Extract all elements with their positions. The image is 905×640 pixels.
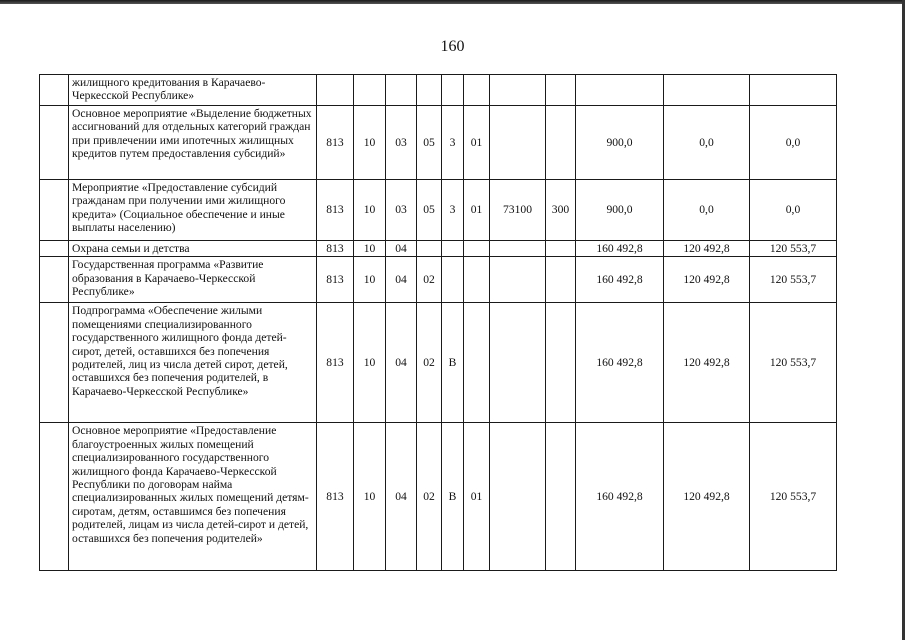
main-activity-code-cell — [464, 257, 490, 303]
item-name-cell: жилищного кредитования в Карачаево-Черкесской Республике» — [69, 75, 317, 106]
department-code-cell: 813 — [317, 180, 354, 241]
department-code-cell: 813 — [317, 241, 354, 257]
department-code-cell — [317, 75, 354, 106]
direction-code-cell — [490, 423, 546, 571]
main-activity-code-cell — [464, 241, 490, 257]
section-code-cell — [354, 75, 386, 106]
amount-year-1-cell: 160 492,8 — [576, 257, 664, 303]
program-code-cell — [417, 75, 442, 106]
item-name-cell: Основное мероприятие «Предоставление благоустроенных жилых помещений специализированного государственного жилищного фонда Карачаево-Черкесской Республики по договорам найма специализированных жилых помещений детям-сиротам, детям, оставшимся без попечения родителей, лицам из числа детей-сирот и детей, оставшихся без попечения родителей» — [69, 423, 317, 571]
subsection-code-cell: 04 — [386, 241, 417, 257]
program-code-cell: 02 — [417, 423, 442, 571]
page-number: 160 — [440, 38, 465, 55]
amount-year-1-cell: 160 492,8 — [576, 241, 664, 257]
direction-code-cell: 73100 — [490, 180, 546, 241]
row-number-cell — [40, 241, 69, 257]
table-row — [40, 106, 837, 180]
section-code-cell: 10 — [354, 257, 386, 303]
table-row — [40, 180, 837, 241]
table-row — [40, 303, 837, 423]
main-activity-code-cell: 01 — [464, 106, 490, 180]
program-code-cell: 05 — [417, 106, 442, 180]
item-name-cell: Охрана семьи и детства — [69, 241, 317, 257]
amount-year-1-cell: 160 492,8 — [576, 423, 664, 571]
amount-year-2-cell: 120 492,8 — [664, 241, 750, 257]
item-name-cell: Государственная программа «Развитие образования в Карачаево-Черкесской Республике» — [69, 257, 317, 303]
amount-year-1-cell: 160 492,8 — [576, 303, 664, 423]
amount-year-1-cell: 900,0 — [576, 180, 664, 241]
main-activity-code-cell: 01 — [464, 423, 490, 571]
section-code-cell: 10 — [354, 423, 386, 571]
amount-year-3-cell: 120 553,7 — [750, 303, 837, 423]
amount-year-3-cell: 0,0 — [750, 106, 837, 180]
amount-year-3-cell: 120 553,7 — [750, 257, 837, 303]
row-number-cell — [40, 303, 69, 423]
subsection-code-cell — [386, 75, 417, 106]
row-number-cell — [40, 257, 69, 303]
subprogram-code-cell: В — [442, 423, 464, 571]
department-code-cell: 813 — [317, 423, 354, 571]
row-number-cell — [40, 75, 69, 106]
subprogram-code-cell: 3 — [442, 180, 464, 241]
subprogram-code-cell — [442, 241, 464, 257]
expense-type-code-cell — [546, 303, 576, 423]
main-activity-code-cell — [464, 303, 490, 423]
table-row — [40, 241, 837, 257]
program-code-cell: 05 — [417, 180, 442, 241]
subsection-code-cell: 03 — [386, 106, 417, 180]
amount-year-3-cell — [750, 75, 837, 106]
item-name-cell: Основное мероприятие «Выделение бюджетных ассигнований для отдельных категорий граждан при привлечении ими ипотечных жилищных кредитов путем предоставления субсидий» — [69, 106, 317, 180]
subsection-code-cell: 04 — [386, 257, 417, 303]
subprogram-code-cell: В — [442, 303, 464, 423]
amount-year-2-cell: 120 492,8 — [664, 423, 750, 571]
table-row — [40, 423, 837, 571]
amount-year-2-cell — [664, 75, 750, 106]
subsection-code-cell: 03 — [386, 180, 417, 241]
amount-year-1-cell: 900,0 — [576, 106, 664, 180]
main-activity-code-cell — [464, 75, 490, 106]
expense-type-code-cell: 300 — [546, 180, 576, 241]
expense-type-code-cell — [546, 257, 576, 303]
amount-year-3-cell: 120 553,7 — [750, 423, 837, 571]
expense-type-code-cell — [546, 423, 576, 571]
item-name-cell: Мероприятие «Предоставление субсидий гражданам при получении ими жилищного кредита» (Социальное обеспечение и иные выплаты населению) — [69, 180, 317, 241]
direction-code-cell — [490, 75, 546, 106]
direction-code-cell — [490, 303, 546, 423]
department-code-cell: 813 — [317, 303, 354, 423]
department-code-cell: 813 — [317, 106, 354, 180]
program-code-cell — [417, 241, 442, 257]
direction-code-cell — [490, 106, 546, 180]
table-row — [40, 75, 837, 106]
budget-table — [39, 74, 837, 571]
table-row — [40, 257, 837, 303]
item-name-cell: Подпрограмма «Обеспечение жилыми помещениями специализированного государственного жилищного фонда детей-сирот, детей, оставшихся без попечения родителей, лиц из числа детей сирот, детей, оставшихся без попечения родителей, в Карачаево-Черкесской Республике» — [69, 303, 317, 423]
subprogram-code-cell — [442, 75, 464, 106]
section-code-cell: 10 — [354, 106, 386, 180]
amount-year-2-cell: 0,0 — [664, 106, 750, 180]
section-code-cell: 10 — [354, 241, 386, 257]
amount-year-1-cell — [576, 75, 664, 106]
table-body — [40, 75, 837, 571]
department-code-cell: 813 — [317, 257, 354, 303]
amount-year-2-cell: 120 492,8 — [664, 303, 750, 423]
direction-code-cell — [490, 257, 546, 303]
amount-year-2-cell: 0,0 — [664, 180, 750, 241]
program-code-cell: 02 — [417, 257, 442, 303]
subprogram-code-cell: 3 — [442, 106, 464, 180]
section-code-cell: 10 — [354, 303, 386, 423]
amount-year-3-cell: 0,0 — [750, 180, 837, 241]
row-number-cell — [40, 180, 69, 241]
row-number-cell — [40, 106, 69, 180]
main-activity-code-cell: 01 — [464, 180, 490, 241]
subsection-code-cell: 04 — [386, 423, 417, 571]
program-code-cell: 02 — [417, 303, 442, 423]
expense-type-code-cell — [546, 241, 576, 257]
amount-year-2-cell: 120 492,8 — [664, 257, 750, 303]
amount-year-3-cell: 120 553,7 — [750, 241, 837, 257]
direction-code-cell — [490, 241, 546, 257]
subprogram-code-cell — [442, 257, 464, 303]
scan-border-top — [0, 0, 905, 4]
expense-type-code-cell — [546, 106, 576, 180]
row-number-cell — [40, 423, 69, 571]
subsection-code-cell: 04 — [386, 303, 417, 423]
section-code-cell: 10 — [354, 180, 386, 241]
expense-type-code-cell — [546, 75, 576, 106]
